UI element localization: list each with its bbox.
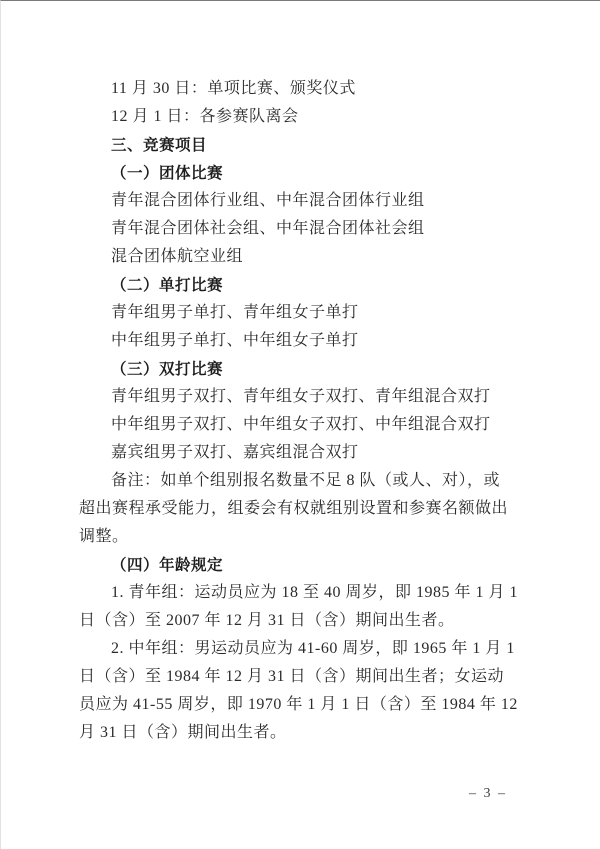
document-line: 1. 青年组：运动员应为 18 至 40 周岁，即 1985 年 1 月 1 (111, 584, 519, 601)
document-line: 青年混合团体社会组、中年混合团体社会组 (111, 220, 425, 237)
document-line: 员应为 41-55 周岁，即 1970 年 1 月 1 日（含）至 1984 年 12 (79, 696, 518, 713)
page-number: – 3 – (469, 786, 507, 801)
document-line: 备注：如单个组别报名数量不足 8 队（或人、对），或 (111, 472, 501, 489)
document-line: 青年混合团体行业组、中年混合团体行业组 (111, 192, 425, 209)
document-line: 混合团体航空业组 (111, 248, 244, 265)
document-line: 青年组男子单打、青年组女子单打 (111, 304, 359, 321)
document-body (79, 75, 527, 747)
document-line: （一）团体比赛 (111, 164, 224, 182)
document-line: （三）双打比赛 (111, 360, 224, 378)
document-line: （四）年龄规定 (111, 556, 224, 574)
document-line: 月 31 日（含）期间出生者。 (79, 724, 287, 741)
document-line: 12 月 1 日：各参赛队离会 (111, 108, 299, 125)
document-line: 11 月 30 日：单项比赛、颁奖仪式 (111, 80, 356, 97)
document-line: 调整。 (79, 528, 129, 545)
document-line: 嘉宾组男子双打、嘉宾组混合双打 (111, 444, 359, 461)
document-line: 三、竞赛项目 (111, 136, 208, 154)
document-line: 青年组男子双打、青年组女子双打、青年组混合双打 (111, 388, 491, 405)
document-line: 中年组男子双打、中年组女子双打、中年组混合双打 (111, 416, 491, 433)
document-line: 超出赛程承受能力，组委会有权就组别设置和参赛名额做出 (79, 500, 509, 517)
document-line: （二）单打比赛 (111, 276, 224, 294)
document-line: 日（含）至 2007 年 12 月 31 日（含）期间出生者。 (79, 612, 455, 629)
document-line: 2. 中年组：男运动员应为 41-60 周岁，即 1965 年 1 月 1 (111, 640, 515, 657)
document-line: 日（含）至 1984 年 12 月 31 日（含）期间出生者；女运动 (79, 668, 505, 685)
document-line: 中年组男子单打、中年组女子单打 (111, 332, 359, 349)
